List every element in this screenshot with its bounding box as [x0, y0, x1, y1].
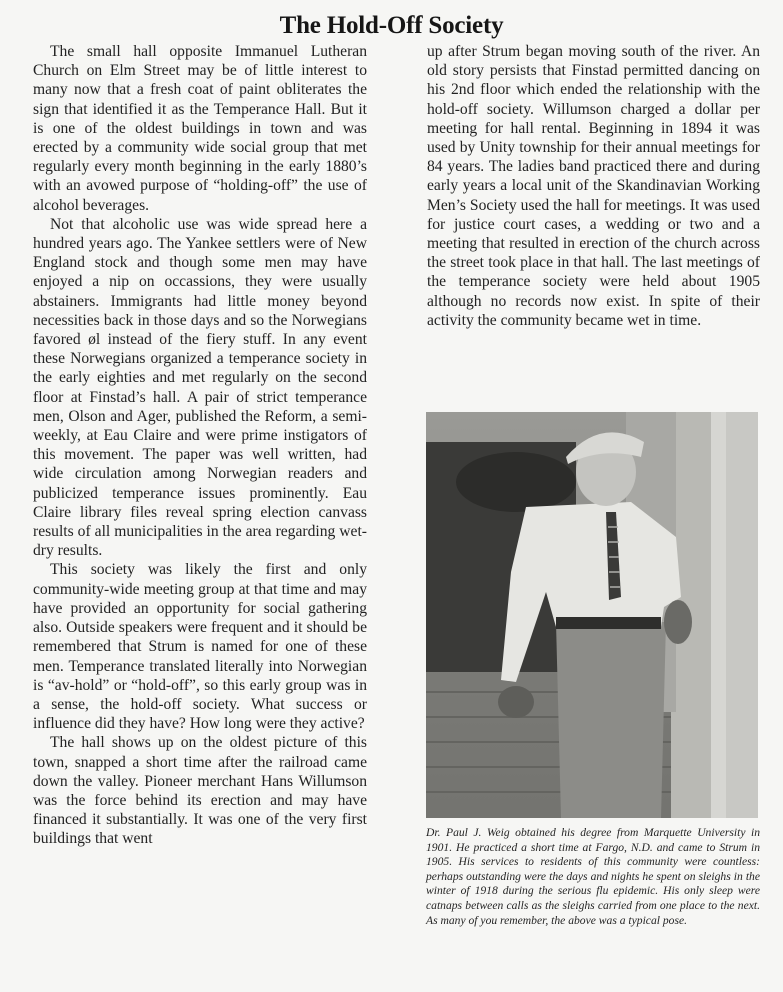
- paragraph: The small hall opposite Immanuel Lutheran Church on Elm Street may be of little interest to many now that a fresh coat of paint obliterates the sign that identified it as the Temperance Hall. But it is one of the oldest buildings in town and was erected by a community wide social group that met regularly every month beginning in the early 1880’s with an avowed purpose of “holding-off” the use of alcohol beverages.: [33, 43, 367, 214]
- paragraph: Not that alcoholic use was wide spread here a hundred years ago. The Yankee settlers were of New England stock and though some men may have enjoyed a nip on occassions, they were usually abstainers. Immigrants had little money beyond necessities back in those days and so the Norwegians favored øl instead of the fiery stuff. In any event these Norwegians organized a temperance society in the early eighties and met regularly on the second floor at Finstad’s hall. A pair of strict temperance men, Olson and Ager, published the Reform, a semi-weekly, at Eau Claire and were prime instigators of this movement. The paper was well written, had wide circulation among Norwegian readers and publicized temperance issues prominently. Eau Claire library files reveal spring election canvass results of all municipalities in the area regarding wet-dry results.: [33, 215, 367, 560]
- photo-illustration: [426, 412, 758, 818]
- portrait-photo: [426, 412, 758, 818]
- article-title: The Hold-Off Society: [279, 12, 504, 39]
- left-column: [33, 42, 367, 849]
- paragraph: up after Strum began moving south of the river. An old story persists that Finstad permitted dancing on his 2nd floor which ended the relationship with the hold-off society. Willumson charged a dollar per meeting for hall rental. Beginning in 1894 it was used by Unity township for their annual meetings for 84 years. The ladies band practiced there and during early years a local unit of the Skandinavian Working Men’s Society used the hall for meetings. It was used for justice court cases, a wedding or two and a meeting that resulted in erection of the church across the street took place in that hall. The last meetings of the temperance society were held about 1905 although no records now exist. In spite of their activity the community became wet in time.: [427, 43, 760, 329]
- caption-text: Dr. Paul J. Weig obtained his degree from Marquette University in 1901. He practiced a short time at Fargo, N.D. and came to Strum in 1905. His services to residents of this community were countless: perhaps outstanding were the days and nights he spent on sleighs in the winter of 1918 during the serious flu epidemic. His only sleep were catnaps between calls as the sleighs carried from one place to the next. As many of you remember, the above was a typical pose.: [426, 826, 760, 927]
- paragraph: This society was likely the first and only community-wide meeting group at that time and may have provided an opportunity for social gathering also. Outside speakers were frequent and it should be remembered that Strum is named for one of these men. Temperance translated literally into Norwegian is “av-hold” or “hold-off”, so this early group was in a sense, the hold-off society. What success or influence did they have? How long were they active?: [33, 561, 367, 733]
- photo-caption: [426, 826, 760, 928]
- paragraph: The hall shows up on the oldest picture of this town, snapped a short time after the railroad came down the valley. Pioneer merchant Hans Willumson was the force behind its erection and may have financed it substantially. It was one of the very first buildings that went: [33, 734, 367, 848]
- right-column: [427, 42, 760, 330]
